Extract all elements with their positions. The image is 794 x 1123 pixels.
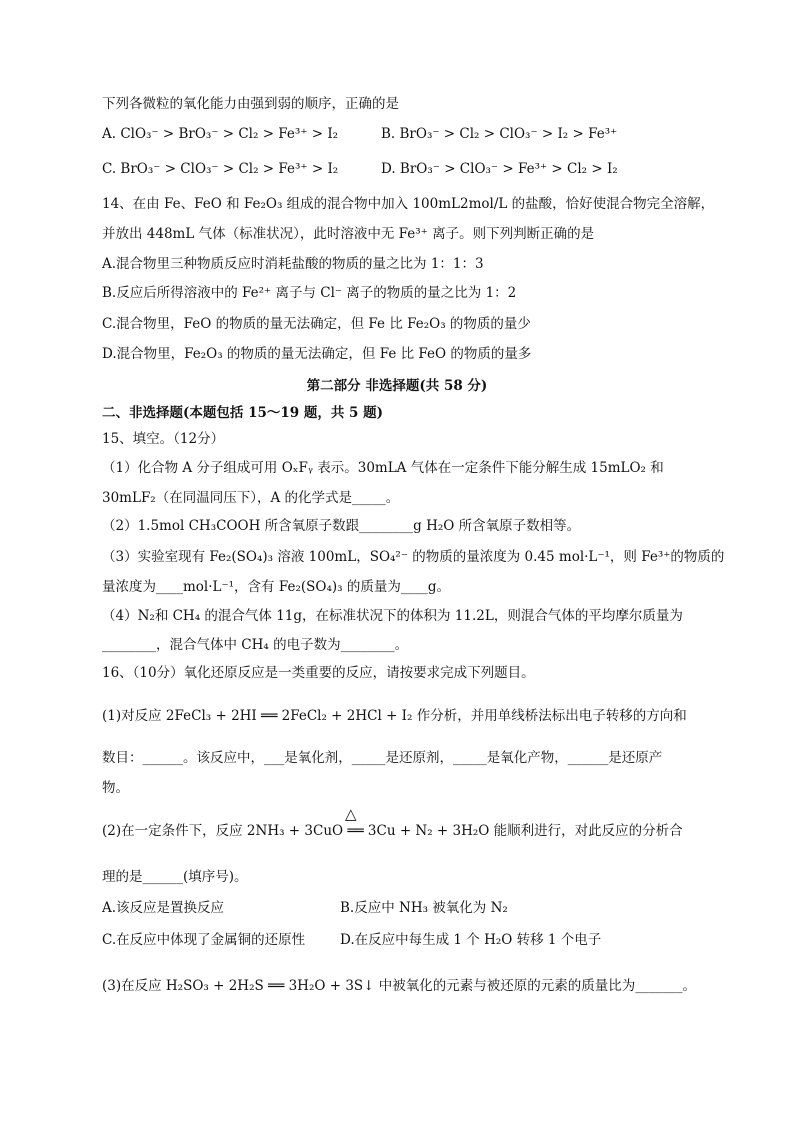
q16-title: 16、（10分）氧化还原反应是一类重要的反应，请按要求完成下列题目。 (102, 665, 535, 681)
q14-line-1: 14、在由 Fe、FeO 和 Fe₂O₃ 组成的混合物中加入 100mL2mol/L 的盐酸，恰好使混合物完全溶解， (102, 196, 715, 212)
section-heading: 二、非选择题(本题包括 15～19 题，共 5 题) (102, 405, 384, 421)
q16-part-2-line-2: 理的是______(填序号)。 (102, 869, 248, 885)
q14-option-d: D.混合物里，Fe₂O₃ 的物质的量无法确定，但 Fe 比 FeO 的物质的量多 (102, 346, 532, 362)
q16-part-1-line-3: 物。 (102, 780, 129, 796)
q15-part-2: （2）1.5mol CH₃COOH 所含氧原子数跟________g H₂O 所含氧原子数相等。 (102, 518, 581, 534)
q14-option-b: B.反应后所得溶液中的 Fe²⁺ 离子与 Cl⁻ 离子的物质的量之比为 1：2 (102, 285, 517, 301)
q13-stem: 下列各微粒的氧化能力由强到弱的顺序，正确的是 (102, 96, 399, 112)
q14-option-a: A.混合物里三种物质反应时消耗盐酸的物质的量之比为 1：1：3 (102, 256, 484, 272)
q13-option-b: B. BrO₃⁻ > Cl₂ > ClO₃⁻ > I₂ > Fe³⁺ (381, 126, 618, 142)
q16-part-1-line-1: (1)对反应 2FeCl₃ + 2HI ══ 2FeCl₂ + 2HCl + I₂ 作分析，并用单线桥法标出电子转移的方向和 (102, 708, 687, 724)
q14-line-2: 并放出 448mL 气体（标准状况），此时溶液中无 Fe³⁺ 离子。则下列判断正确的是 (102, 226, 595, 242)
q13-option-d: D. BrO₃⁻ > ClO₃⁻ > Fe³⁺ > Cl₂ > I₂ (381, 161, 618, 177)
heat-symbol: △ (345, 805, 357, 823)
q15-part-4-line-1: （4）N₂和 CH₄ 的混合气体 11g，在标准状况下的体积为 11.2L，则混合气体的平均摩尔质量为 (102, 608, 683, 624)
q15-title: 15、填空。（12分） (102, 431, 225, 447)
q16-part-2-option-d: D.在反应中每生成 1 个 H₂O 转移 1 个电子 (340, 932, 602, 948)
q15-part-3-line-1: （3）实验室现有 Fe₂(SO₄)₃ 溶液 100mL，SO₄²⁻ 的物质的量浓度为 0.45 mol·L⁻¹，则 Fe³⁺的物质的 (102, 549, 725, 565)
q14-option-c: C.混合物里，FeO 的物质的量无法确定，但 Fe 比 Fe₂O₃ 的物质的量少 (102, 316, 531, 332)
q16-part-2-option-b: B.反应中 NH₃ 被氧化为 N₂ (340, 900, 508, 916)
q13-option-c: C. BrO₃⁻ > ClO₃⁻ > Cl₂ > Fe³⁺ > I₂ (102, 161, 339, 177)
part-two-title: 第二部分 非选择题(共 58 分) (306, 378, 488, 394)
q15-part-3-line-2: 量浓度为____mol·L⁻¹，含有 Fe₂(SO₄)₃ 的质量为____g。 (102, 579, 450, 595)
q15-part-1-line-2: 30mLF₂（在同温同压下），A 的化学式是_____。 (102, 490, 400, 506)
q16-part-2-option-c: C.在反应中体现了金属铜的还原性 (102, 932, 306, 948)
q16-part-2-line-1: (2)在一定条件下，反应 2NH₃ + 3CuO ══ 3Cu + N₂ + 3H₂O 能顺利进行，对此反应的分析合 (102, 823, 683, 839)
q16-part-3: (3)在反应 H₂SO₃ + 2H₂S ══ 3H₂O + 3S↓ 中被氧化的元素与被还原的元素的质量比为_______。 (102, 978, 697, 994)
q16-part-2-option-a: A.该反应是置换反应 (102, 900, 225, 916)
q15-part-4-line-2: ________，混合气体中 CH₄ 的电子数为________。 (102, 637, 409, 653)
q15-part-1-line-1: （1）化合物 A 分子组成可用 OₓFᵧ 表示。30mLA 气体在一定条件下能分解生成 15mLO₂ 和 (102, 460, 664, 476)
q16-part-1-line-2: 数目：______。该反应中，___是氧化剂，_____是还原剂，_____是氧化产物，______是还原产 (102, 750, 663, 766)
q13-option-a: A. ClO₃⁻ > BrO₃⁻ > Cl₂ > Fe³⁺ > I₂ (102, 126, 339, 142)
